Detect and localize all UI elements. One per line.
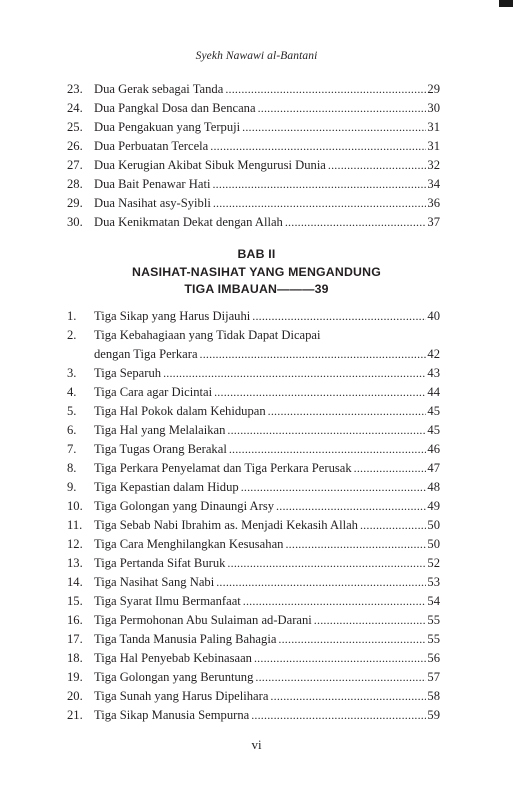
toc-entry-title: Tiga Sikap yang Harus Dijauhi [94,309,251,323]
toc-entry-title: Tiga Hal yang Melalaikan [94,423,226,437]
dot-leader [213,194,427,213]
toc-entry [67,99,440,118]
toc-entry-title-continued: dengan Tiga Perkara [94,347,198,361]
dot-leader [268,402,427,421]
toc-entry [67,554,440,573]
running-header: Syekh Nawawi al-Bantani [195,50,318,62]
toc-entry-title: Tiga Golongan yang Dinaungi Arsy [94,499,275,513]
toc-entry [67,383,440,402]
toc-entry-page: 54 [427,594,440,608]
toc-entry-number: 17. [67,632,83,646]
toc-entry-title: Dua Perbuatan Tercela [94,139,209,153]
toc-entry-number: 29. [67,196,83,210]
toc-entry-page: 37 [427,215,440,229]
toc-entry-number: 25. [67,120,83,134]
dot-leader [354,459,427,478]
dot-leader [225,80,426,99]
toc-entry [67,649,440,668]
toc-entry-title: Dua Kenikmatan Dekat dengan Allah [94,215,283,229]
page-number: vi [251,737,262,752]
toc-entry-page: 31 [427,139,440,153]
toc-entry-title: Tiga Golongan yang Beruntung [94,670,254,684]
dot-leader [254,649,426,668]
toc-entry [67,516,440,535]
toc-entry-page: 55 [427,632,440,646]
dot-leader [243,592,427,611]
corner-crop-mark [499,0,513,7]
dot-leader [278,630,426,649]
toc-entry-title: Tiga Syarat Ilmu Bermanfaat [94,594,241,608]
toc-entry [67,421,440,440]
toc-entry-number: 6. [67,423,77,437]
toc-entry-title: Tiga Separuh [94,366,162,380]
toc-entry-number: 13. [67,556,83,570]
toc-entry-page: 55 [427,613,440,627]
toc-entry-title: Dua Bait Penawar Hati [94,177,211,191]
toc-entry-page: 50 [427,537,440,551]
toc-entry-title: Tiga Hal Pokok dalam Kehidupan [94,404,266,418]
toc-entry [67,175,440,194]
toc-entry-page: 31 [427,120,440,134]
toc-entry-page: 45 [427,404,440,418]
toc-entry-title: Dua Gerak sebagai Tanda [94,82,224,96]
toc-entry-page: 45 [427,423,440,437]
toc-entry-title: Tiga Hal Penyebab Kebinasaan [94,651,252,665]
toc-entry-page: 53 [427,575,440,589]
toc-entry [67,156,440,175]
toc-entry [67,402,440,421]
toc-entry-title: Dua Nasihat asy-Syibli [94,196,211,210]
toc-entry-number: 28. [67,177,83,191]
dot-leader [285,213,427,232]
toc-entry [67,497,440,516]
toc-entry [67,687,440,706]
toc-entry-title: Tiga Sikap Manusia Sempurna [94,708,250,722]
toc-entry-number: 14. [67,575,83,589]
toc-entry-page: 49 [427,499,440,513]
toc-entry [67,592,440,611]
dot-leader [360,516,426,535]
toc-entry-title: Tiga Cara agar Dicintai [94,385,213,399]
toc-entry-title: Tiga Perkara Penyelamat dan Tiga Perkara Perusak [94,461,352,475]
dot-leader [216,573,426,592]
toc-entry-number: 18. [67,651,83,665]
toc-entry-page: 43 [427,366,440,380]
toc-entry-title: Dua Pangkal Dosa dan Bencana [94,101,256,115]
toc-entry-number: 19. [67,670,83,684]
toc-entry-page: 42 [427,347,440,361]
toc-entry-title: Dua Pengakuan yang Terpuji [94,120,241,134]
dot-leader [270,687,426,706]
dot-leader [163,364,426,383]
toc-entry-number: 12. [67,537,83,551]
dot-leader [314,611,427,630]
toc-entry [67,573,440,592]
toc-list-chapter-2 [67,307,440,725]
toc-entry-title: Tiga Permohonan Abu Sulaiman ad-Darani [94,613,312,627]
toc-entry-page: 36 [427,196,440,210]
toc-entry [67,706,440,725]
toc-entry [67,364,440,383]
dot-leader [252,307,426,326]
dot-leader [210,137,426,156]
dot-leader [214,383,426,402]
dot-leader [200,345,427,364]
toc-entry [67,80,440,99]
chapter-title-line-1: NASIHAT-NASIHAT YANG MENGANDUNG [132,265,381,279]
dot-leader [227,554,426,573]
toc-entry-title: Tiga Tugas Orang Berakal [94,442,227,456]
toc-entry-page: 34 [427,177,440,191]
dot-leader [276,497,426,516]
toc-entry-page: 44 [427,385,440,399]
chapter-label: BAB II [237,247,276,261]
dot-leader [212,175,426,194]
toc-entry-number: 8. [67,461,77,475]
toc-entry-number: 11. [67,518,83,532]
toc-entry-continuation [67,345,440,364]
toc-entry-number: 9. [67,480,77,494]
dot-leader [241,478,427,497]
toc-entry-page: 58 [427,689,440,703]
toc-entry-page: 40 [427,309,440,323]
toc-entry-title: Tiga Sebab Nabi Ibrahim as. Menjadi Kekasih Allah [94,518,358,532]
toc-entry-page: 59 [427,708,440,722]
toc-entry-title: Tiga Kebahagiaan yang Tidak Dapat Dicapai [94,328,321,342]
toc-entry [67,307,440,326]
toc-entry-title: Tiga Cara Menghilangkan Kesusahan [94,537,284,551]
toc-entry-page: 50 [427,518,440,532]
toc-entry [67,478,440,497]
toc-entry [67,137,440,156]
toc-entry-number: 4. [67,385,77,399]
toc-entry-number: 1. [67,309,77,323]
toc-entry-page: 52 [427,556,440,570]
dot-leader [285,535,426,554]
dot-leader [255,668,426,687]
toc-entry-number: 21. [67,708,83,722]
toc-entry [67,668,440,687]
toc-entry-page: 48 [427,480,440,494]
toc-entry-number: 27. [67,158,83,172]
toc-entry-number: 26. [67,139,83,153]
toc-entry-title: Tiga Tanda Manusia Paling Bahagia [94,632,277,646]
toc-entry-title: Tiga Nasihat Sang Nabi [94,575,215,589]
toc-entry-number: 16. [67,613,83,627]
toc-entry-number: 2. [67,328,77,342]
dot-leader [227,421,426,440]
toc-entry [67,213,440,232]
toc-entry [67,440,440,459]
toc-entry [67,630,440,649]
toc-entry-number: 10. [67,499,83,513]
toc-entry-number: 23. [67,82,83,96]
toc-entry-title: Tiga Kepastian dalam Hidup [94,480,239,494]
chapter-title-line-2: TIGA IMBAUAN———39 [184,282,329,296]
dot-leader [258,99,427,118]
toc-entry-title: Tiga Sunah yang Harus Dipelihara [94,689,269,703]
toc-entry-number: 15. [67,594,83,608]
toc-entry-number: 20. [67,689,83,703]
dot-leader [328,156,427,175]
toc-entry-page: 57 [427,670,440,684]
toc-entry-page: 56 [427,651,440,665]
toc-entry [67,118,440,137]
toc-entry-page: 46 [427,442,440,456]
toc-entry-page: 29 [427,82,440,96]
toc-entry [67,611,440,630]
toc-entry [67,459,440,478]
toc-entry-page: 47 [427,461,440,475]
toc-list-chapter-1-continued [67,80,440,232]
dot-leader [229,440,427,459]
toc-entry-title: Dua Kerugian Akibat Sibuk Mengurusi Dunia [94,158,326,172]
toc-entry-number: 30. [67,215,83,229]
toc-entry [67,535,440,554]
toc-entry-page: 32 [427,158,440,172]
toc-entry-number: 24. [67,101,83,115]
toc-entry-number: 3. [67,366,77,380]
toc-entry-page: 30 [427,101,440,115]
toc-entry-number: 7. [67,442,77,456]
toc-entry [67,194,440,213]
toc-entry [67,326,440,345]
toc-entry-number: 5. [67,404,77,418]
toc-entry-title: Tiga Pertanda Sifat Buruk [94,556,226,570]
dot-leader [251,706,426,725]
dot-leader [242,118,426,137]
